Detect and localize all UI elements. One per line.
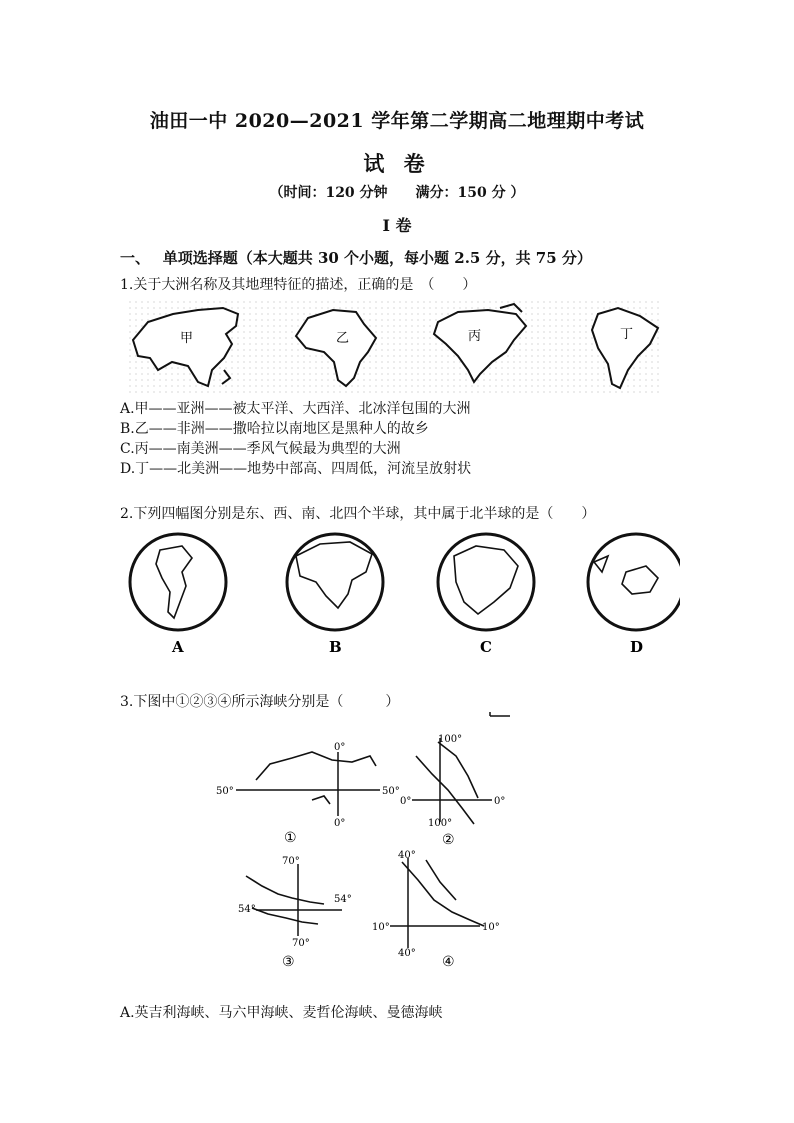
section-heading: 一、 单项选择题（本大题共 30 个小题，每小题 2.5 分，共 75 分） (120, 249, 592, 267)
globe-d (588, 534, 680, 630)
p2-number: ② (442, 832, 455, 848)
p1-lat-right: 50° (382, 786, 400, 797)
p1-lon-bottom: 0° (334, 818, 346, 829)
globe-c (438, 534, 534, 630)
globe-label-a: A (172, 638, 184, 656)
p2-lat-left: 0° (400, 796, 412, 807)
p2-lon-top: 100° (438, 734, 463, 745)
strait-panel-1 (216, 742, 400, 846)
strait-panel-3 (238, 856, 352, 970)
p3-lon-bottom: 70° (292, 938, 310, 949)
strait-panel-2 (400, 734, 505, 848)
p4-lat-left: 10° (372, 922, 390, 933)
map-label-bing: 丙 (468, 329, 482, 344)
p2-lon-bottom: 100° (428, 818, 453, 829)
p3-lat-left: 54° (238, 904, 256, 915)
map-label-ding: 丁 (620, 327, 634, 342)
map-label-jia: 甲 (180, 331, 194, 346)
exam-subtitle: 试 卷 (363, 151, 431, 176)
p4-lon-top: 40° (398, 850, 416, 861)
question-2-stem: 2.下列四幅图分别是东、西、南、北四个半球，其中属于北半球的是（ ） (120, 506, 596, 522)
question-3-stem: 3.下图中①②③④所示海峡分别是（ ） (120, 694, 400, 710)
q1-option-a: A.甲——亚洲——被太平洋、大西洋、北冰洋包围的大洲 (120, 401, 471, 417)
question-1-stem: 1.关于大洲名称及其地理特征的描述，正确的是 （ ） (120, 277, 477, 293)
p4-lat-right: 10° (482, 922, 500, 933)
p3-number: ③ (282, 954, 295, 970)
globe-b (287, 534, 383, 630)
p3-lon-top: 70° (282, 856, 300, 867)
globe-label-b: B (329, 638, 342, 656)
q3-option-a: A.英吉利海峡、马六甲海峡、麦哲伦海峡、曼德海峡 (120, 1005, 443, 1021)
q1-option-b: B.乙——非洲——撒哈拉以南地区是黑种人的故乡 (120, 421, 429, 437)
exam-title: 油田一中 2020—2021 学年第二学期高二地理期中考试 (149, 110, 645, 132)
globe-label-c: C (480, 638, 492, 656)
time-info: （时间：120 分钟 满分：150 分 ） (269, 185, 525, 201)
map-label-yi: 乙 (336, 331, 350, 346)
strait-panel-4 (372, 850, 500, 970)
p4-number: ④ (442, 954, 455, 970)
hemisphere-globes-figure (120, 532, 680, 664)
p1-lon-top: 0° (334, 742, 346, 753)
p2-lat-right: 0° (494, 796, 506, 807)
p4-lon-bottom: 40° (398, 948, 416, 959)
globe-label-d: D (630, 638, 644, 656)
volume-label: I 卷 (382, 216, 412, 235)
q1-option-d: D.丁——北美洲——地势中部高、四周低，河流呈放射状 (120, 461, 472, 477)
p1-lat-left: 50° (216, 786, 234, 797)
continent-maps-figure (128, 300, 663, 396)
strait-maps-figure (212, 712, 512, 974)
globe-a (130, 534, 226, 630)
p1-number: ① (284, 830, 297, 846)
p3-lat-right: 54° (334, 894, 352, 905)
q1-option-c: C.丙——南美洲——季风气候最为典型的大洲 (120, 441, 401, 457)
